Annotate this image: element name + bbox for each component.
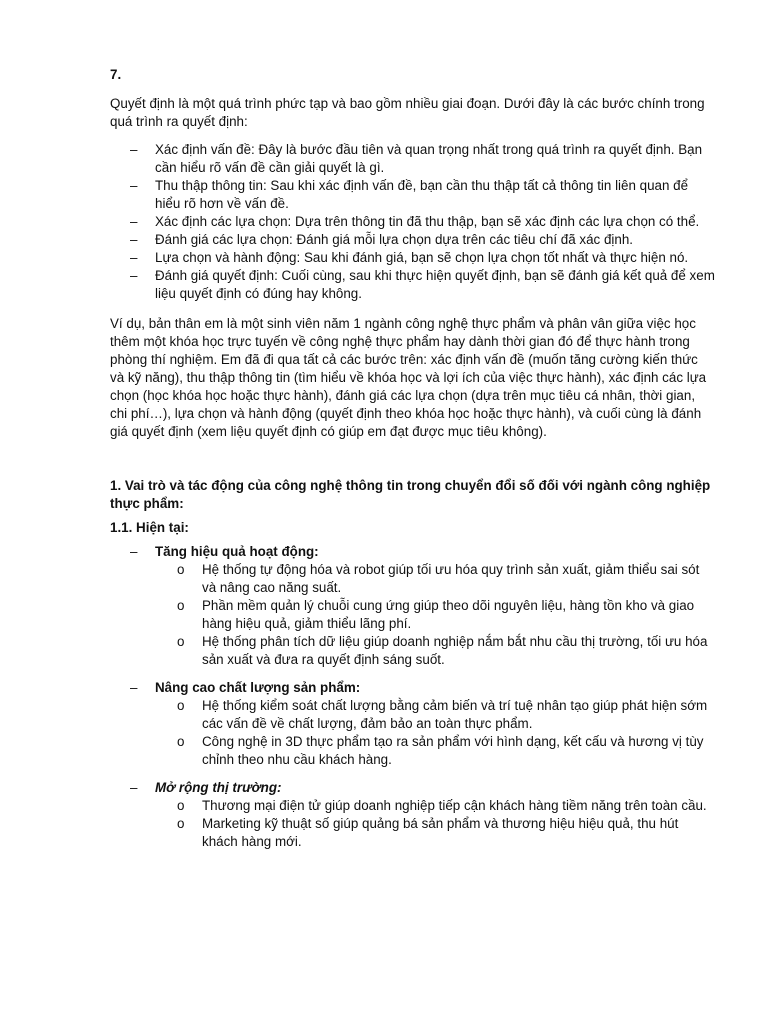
list-item bbox=[110, 213, 715, 231]
circle-bullet: o bbox=[177, 734, 185, 749]
topics-list bbox=[110, 543, 715, 851]
circle-bullet: o bbox=[177, 562, 185, 577]
dash-bullet: – bbox=[130, 232, 138, 247]
intro-paragraph: Quyết định là một quá trình phức tạp và bao gồm nhiều giai đoạn. Dưới đây là các bước chính trong quá trình ra quyết định: bbox=[110, 96, 705, 129]
list-item bbox=[155, 561, 715, 597]
step-text: Xác định các lựa chọn: Dựa trên thông tin đã thu thập, bạn sẽ xác định các lựa chọn có thể. bbox=[155, 214, 700, 229]
list-item bbox=[155, 633, 715, 669]
dash-bullet: – bbox=[130, 214, 138, 229]
topic-title: Nâng cao chất lượng sản phẩm: bbox=[155, 680, 361, 695]
section-heading: 1. Vai trò và tác động của công nghệ thông tin trong chuyển đổi số đối với ngành công nghiệp thực phẩm: bbox=[110, 478, 711, 511]
item-text: Hệ thống phân tích dữ liệu giúp doanh nghiệp nắm bắt nhu cầu thị trường, tối ưu hóa sản xuất và đưa ra quyết định sáng suốt. bbox=[202, 634, 708, 667]
step-text: Thu thập thông tin: Sau khi xác định vấn đề, bạn cần thu thập tất cả thông tin liên quan để hiểu rõ hơn về vấn đề. bbox=[155, 178, 689, 211]
list-item bbox=[155, 797, 715, 815]
step-text: Đánh giá quyết định: Cuối cùng, sau khi thực hiện quyết định, bạn sẽ đánh giá kết quả để xem liệu quyết định có đúng hay không. bbox=[155, 268, 715, 301]
dash-bullet: – bbox=[130, 268, 138, 283]
topic-quality bbox=[110, 679, 715, 769]
item-text: Hệ thống kiểm soát chất lượng bằng cảm biến và trí tuệ nhân tạo giúp phát hiện sớm các vấn đề về chất lượng, đảm bảo an toàn thực phẩm. bbox=[202, 698, 708, 731]
circle-bullet: o bbox=[177, 816, 185, 831]
list-item bbox=[155, 815, 715, 851]
document-page bbox=[110, 66, 715, 861]
step-text: Xác định vấn đề: Đây là bước đầu tiên và quan trọng nhất trong quá trình ra quyết định. Bạn cần hiểu rõ vấn đề cần giải quyết là gì. bbox=[155, 142, 703, 175]
example-paragraph: Ví dụ, bản thân em là một sinh viên năm 1 ngành công nghệ thực phẩm và phân vân giữa việc học thêm một khóa học trực tuyến về công nghệ thực phẩm hay dành thời gian đó để thực hành trong phòng thí nghiệm. Em đã đi qua tất cả các bước trên: xác định vấn đề (muốn tăng cường kiến thức và kỹ năng), thu thập thông tin (tìm hiểu về khóa học và lợi ích của việc thực hành), xác định các lựa chọn (học khóa học hoặc thực hành), đánh giá các lựa chọn (dựa trên mục tiêu cá nhân, thời gian, chi phí…), lựa chọn và hành động (quyết định theo khóa học hoặc thực hành), và cuối cùng là đánh giá quyết định (xem liệu quyết định có giúp em đạt được mục tiêu không). bbox=[110, 316, 707, 439]
item-text: Marketing kỹ thuật số giúp quảng bá sản phẩm và thương hiệu hiệu quả, thu hút khách hàng mới. bbox=[202, 816, 679, 849]
item-text: Thương mại điện tử giúp doanh nghiệp tiếp cận khách hàng tiềm năng trên toàn cầu. bbox=[202, 798, 707, 813]
item-text: Công nghệ in 3D thực phẩm tạo ra sản phẩm với hình dạng, kết cấu và hương vị tùy chỉnh theo nhu cầu khách hàng. bbox=[202, 734, 704, 767]
circle-bullet: o bbox=[177, 698, 185, 713]
decision-steps-list bbox=[110, 141, 715, 303]
topic-title: Mở rộng thị trường: bbox=[155, 780, 282, 795]
list-item bbox=[110, 231, 715, 249]
circle-bullet: o bbox=[177, 798, 185, 813]
topic-items bbox=[155, 561, 715, 669]
list-item bbox=[155, 733, 715, 769]
item-text: Phần mềm quản lý chuỗi cung ứng giúp theo dõi nguyên liệu, hàng tồn kho và giao hàng hiệu quả, giảm thiểu lãng phí. bbox=[202, 598, 695, 631]
dash-bullet: – bbox=[130, 142, 138, 157]
dash-bullet: – bbox=[130, 680, 138, 695]
list-item bbox=[110, 267, 715, 303]
step-text: Lựa chọn và hành động: Sau khi đánh giá, bạn sẽ chọn lựa chọn tốt nhất và thực hiện nó. bbox=[155, 250, 689, 265]
dash-bullet: – bbox=[130, 250, 138, 265]
topic-title: Tăng hiệu quả hoạt động: bbox=[155, 544, 319, 559]
question-number: 7. bbox=[110, 67, 122, 82]
list-item bbox=[155, 597, 715, 633]
list-item bbox=[155, 697, 715, 733]
dash-bullet: – bbox=[130, 178, 138, 193]
circle-bullet: o bbox=[177, 634, 185, 649]
topic-efficiency bbox=[110, 543, 715, 669]
step-text: Đánh giá các lựa chọn: Đánh giá mỗi lựa chọn dựa trên các tiêu chí đã xác định. bbox=[155, 232, 633, 247]
item-text: Hệ thống tự động hóa và robot giúp tối ưu hóa quy trình sản xuất, giảm thiểu sai sót và nâng cao năng suất. bbox=[202, 562, 700, 595]
circle-bullet: o bbox=[177, 598, 185, 613]
dash-bullet: – bbox=[130, 780, 138, 795]
subsection-heading: 1.1. Hiện tại: bbox=[110, 520, 189, 535]
topic-market bbox=[110, 779, 715, 851]
topic-items bbox=[155, 697, 715, 769]
dash-bullet: – bbox=[130, 544, 138, 559]
topic-items bbox=[155, 797, 715, 851]
list-item bbox=[110, 249, 715, 267]
list-item bbox=[110, 141, 715, 177]
list-item bbox=[110, 177, 715, 213]
